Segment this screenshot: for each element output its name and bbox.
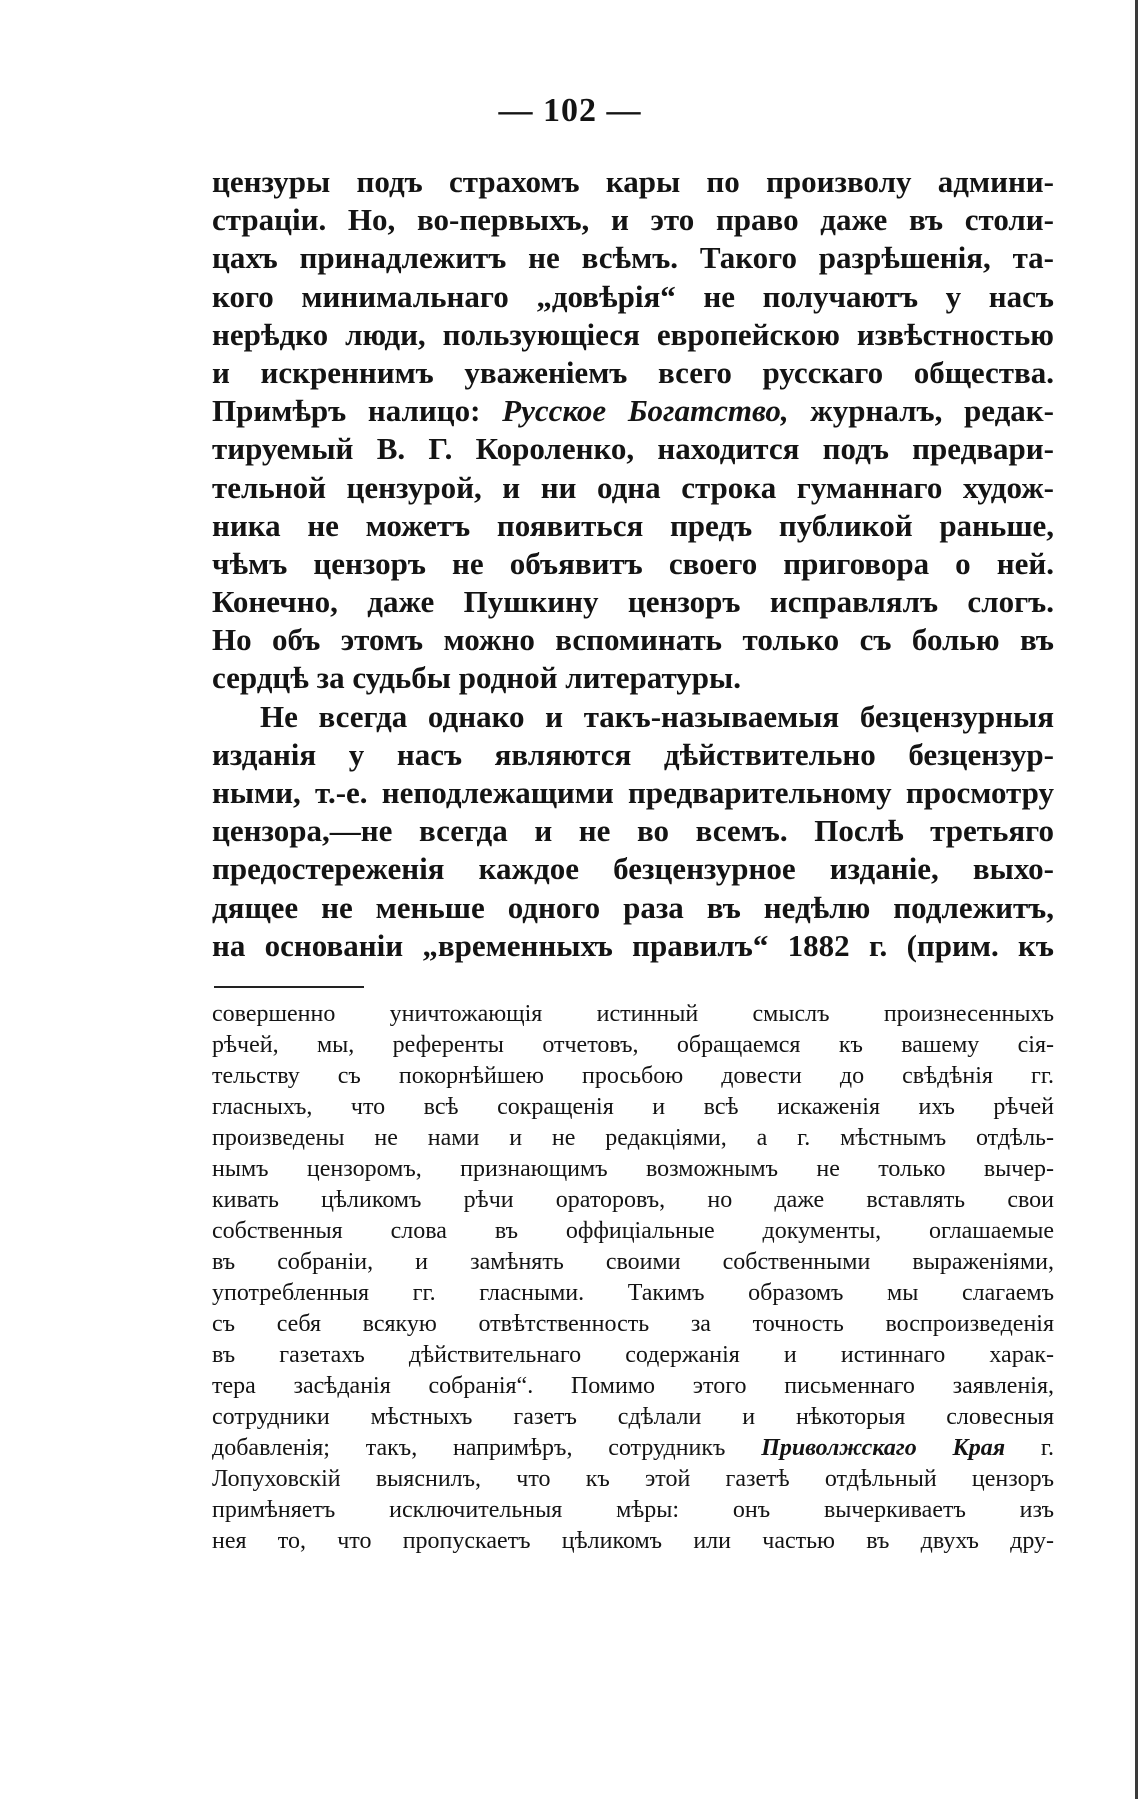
main-line: Конечно, даже Пушкину цензоръ исправлялъ слогъ. (212, 584, 1054, 620)
journal-title: Русское Богатство, (502, 393, 789, 429)
main-line: изданія у насъ являются дѣйствительно безцензур- (212, 736, 1054, 772)
main-line: чѣмъ цензоръ не объявитъ своего приговора о ней. (212, 545, 1054, 581)
footnote-line: сотрудники мѣстныхъ газетъ сдѣлали и нѣкоторыя словесныя (212, 1404, 1054, 1430)
main-line: на основаніи „временныхъ правилъ“ 1882 г. (прим. къ (212, 927, 1054, 963)
footnote-line-text: г. (1005, 1435, 1054, 1461)
main-line: ными, т.-е. неподлежащими предварительному просмотру (212, 775, 1054, 810)
footnote-divider (214, 986, 364, 988)
main-line: нерѣдко люди, пользующіеся европейскою извѣстностью (212, 316, 1054, 352)
footnote-line: кивать цѣликомъ рѣчи ораторовъ, но даже вставлять свои (212, 1187, 1054, 1213)
main-text (212, 163, 1054, 965)
main-line: и искреннимъ уваженіемъ всего русскаго общества. (212, 354, 1054, 390)
main-line: цахъ принадлежитъ не всѣмъ. Такого разрѣшенія, та- (212, 240, 1054, 276)
footnote-line: рѣчей, мы, референты отчетовъ, обращаемся къ вашему сія- (212, 1032, 1054, 1058)
main-line: предостереженія каждое безцензурное изданіе, выхо- (212, 851, 1054, 887)
page-number: — 102 — (498, 92, 642, 129)
main-line: Но объ этомъ можно вспоминать только съ болью въ (212, 622, 1054, 658)
main-line: сердцѣ за судьбы родной литературы. (212, 660, 741, 696)
footnote-line: съ себя всякую отвѣтственность за точность воспроизведенія (212, 1311, 1054, 1337)
footnote-line: совершенно уничтожающія истинный смыслъ произнесенныхъ (212, 1001, 1054, 1027)
main-line (212, 392, 1054, 430)
footnote-line: произведены не нами и не редакціями, а г. мѣстнымъ отдѣль- (212, 1125, 1054, 1151)
main-line: цензора,—не всегда и не во всемъ. Послѣ третьяго (212, 813, 1054, 849)
footnote-line: примѣняетъ исключительныя мѣры: онъ вычеркиваетъ изъ (212, 1497, 1054, 1523)
main-line: тельной цензурой, и ни одна строка гуманнаго худож- (212, 469, 1054, 505)
main-line: ника не можетъ появиться предъ публикой раньше, (212, 507, 1054, 543)
main-line: тируемый В. Г. Короленко, находится подъ предвари- (212, 431, 1054, 467)
footnote-line (212, 1433, 1054, 1464)
footnote-line: Лопуховскій выяснилъ, что къ этой газетѣ отдѣльный цензоръ (212, 1466, 1054, 1492)
footnote-line: въ газетахъ дѣйствительнаго содержанія и истиннаго харак- (212, 1342, 1054, 1368)
main-line: цензуры подъ страхомъ кары по произволу админи- (212, 164, 1054, 199)
main-line: дящее не меньше одного раза въ недѣлю подлежитъ, (212, 889, 1054, 925)
main-line-text: журналъ, редак- (788, 393, 1054, 429)
main-line-text: Примѣръ налицо: (212, 393, 503, 429)
paragraph-start: Не всегда однако и такъ-называемыя безцензурныя (260, 698, 1054, 734)
footnote-text (212, 999, 1054, 1557)
footnote-line: тера засѣданія собранія“. Помимо этого письменнаго заявленія, (212, 1373, 1054, 1399)
footnote-line: собственныя слова въ оффиціальные документы, оглашаемые (212, 1218, 1054, 1244)
footnote-line: нея то, что пропускаетъ цѣликомъ или частью въ двухъ дру- (212, 1528, 1054, 1554)
footnote-line: нымъ цензоромъ, признающимъ возможнымъ не только вычер- (212, 1156, 1054, 1182)
footnote-line: тельству съ покорнѣйшею просьбою довести до свѣдѣнія гг. (212, 1063, 1054, 1089)
main-line: кого минимальнаго „довѣрія“ не получаютъ у насъ (212, 278, 1054, 314)
footnote-line: гласныхъ, что всѣ сокращенія и всѣ искаженія ихъ рѣчей (212, 1094, 1054, 1120)
footnote-line-text: добавленія; такъ, напримѣръ, сотрудникъ (212, 1435, 762, 1461)
footnote-line: въ собраніи, и замѣнять своими собственными выраженіями, (212, 1249, 1054, 1275)
page-edge (1135, 0, 1138, 1799)
main-line: страціи. Но, во-первыхъ, и это право даже въ столи- (212, 202, 1054, 238)
newspaper-title: Приволжскаго Края (761, 1435, 1006, 1461)
footnote-line: употребленныя гг. гласными. Такимъ образомъ мы слагаемъ (212, 1280, 1054, 1306)
